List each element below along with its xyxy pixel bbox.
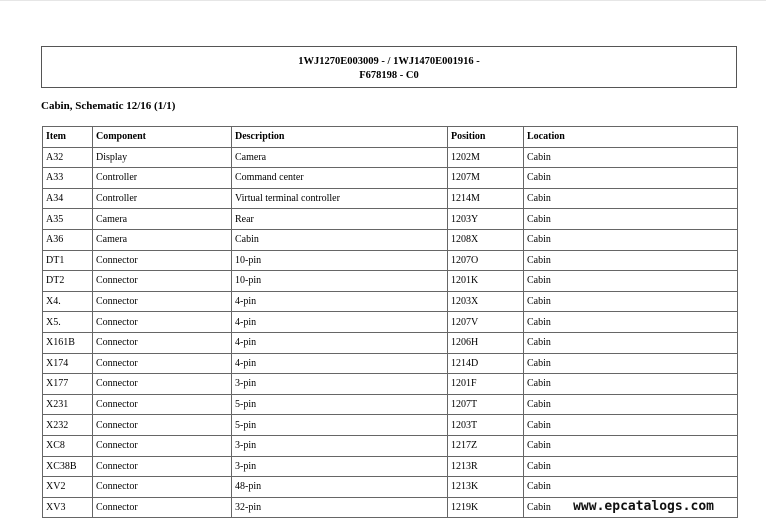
table-row [43,435,738,456]
column-header-component: Component [93,127,232,148]
section-title: Cabin, Schematic 12/16 (1/1) [41,100,176,112]
cell-item: XC8 [43,435,93,456]
cell-item: X177 [43,374,93,395]
cell-item: A35 [43,209,93,230]
column-header-item: Item [43,127,93,148]
top-divider [0,0,766,1]
table-row [43,168,738,189]
header-box [41,46,737,88]
cell-item: XV3 [43,497,93,518]
cell-position: 1203Y [448,209,524,230]
cell-description: 3-pin [232,456,448,477]
cell-item: DT1 [43,250,93,271]
cell-component: Connector [93,312,232,333]
table-row [43,291,738,312]
cell-description: Cabin [232,229,448,250]
header-part-number: F678198 - C0 [359,70,419,81]
cell-location: Cabin [524,374,738,395]
cell-location: Cabin [524,456,738,477]
parts-table [42,126,738,518]
cell-location: Cabin [524,497,738,518]
cell-position: 1207V [448,312,524,333]
table-row [43,374,738,395]
cell-component: Camera [93,209,232,230]
cell-position: 1201F [448,374,524,395]
cell-item: X161B [43,332,93,353]
cell-description: Virtual terminal controller [232,188,448,209]
cell-location: Cabin [524,291,738,312]
cell-item: A33 [43,168,93,189]
cell-description: 3-pin [232,435,448,456]
cell-location: Cabin [524,250,738,271]
cell-description: 48-pin [232,477,448,498]
cell-location: Cabin [524,168,738,189]
cell-component: Connector [93,394,232,415]
header-serial-range: 1WJ1270E003009 - / 1WJ1470E001916 - [298,56,480,67]
cell-description: 10-pin [232,250,448,271]
cell-description: Command center [232,168,448,189]
cell-location: Cabin [524,477,738,498]
table-row [43,415,738,436]
table-row [43,477,738,498]
cell-item: XC38B [43,456,93,477]
column-header-description: Description [232,127,448,148]
cell-component: Connector [93,332,232,353]
cell-component: Connector [93,497,232,518]
cell-position: 1207M [448,168,524,189]
table-body [43,147,738,518]
cell-description: 10-pin [232,271,448,292]
table-row [43,394,738,415]
cell-description: 32-pin [232,497,448,518]
cell-item: X4. [43,291,93,312]
column-header-location: Location [524,127,738,148]
cell-component: Connector [93,374,232,395]
table-row [43,271,738,292]
cell-location: Cabin [524,271,738,292]
cell-location: Cabin [524,147,738,168]
cell-component: Display [93,147,232,168]
cell-location: Cabin [524,312,738,333]
cell-position: 1203T [448,415,524,436]
cell-description: 4-pin [232,312,448,333]
cell-component: Controller [93,188,232,209]
cell-position: 1202M [448,147,524,168]
cell-item: X232 [43,415,93,436]
cell-position: 1217Z [448,435,524,456]
cell-position: 1219K [448,497,524,518]
table-row [43,209,738,230]
cell-location: Cabin [524,435,738,456]
cell-description: 4-pin [232,353,448,374]
cell-component: Connector [93,250,232,271]
table-row [43,250,738,271]
cell-position: 1214M [448,188,524,209]
cell-location: Cabin [524,188,738,209]
cell-location: Cabin [524,353,738,374]
cell-location: Cabin [524,415,738,436]
cell-location: Cabin [524,332,738,353]
cell-item: XV2 [43,477,93,498]
table-row [43,229,738,250]
cell-position: 1201K [448,271,524,292]
cell-item: A34 [43,188,93,209]
cell-description: 5-pin [232,415,448,436]
cell-component: Camera [93,229,232,250]
cell-position: 1213R [448,456,524,477]
cell-component: Connector [93,456,232,477]
cell-item: X5. [43,312,93,333]
cell-item: X231 [43,394,93,415]
cell-description: 4-pin [232,332,448,353]
cell-position: 1214D [448,353,524,374]
table-header-row [43,127,738,148]
table-row [43,456,738,477]
table-row [43,147,738,168]
cell-position: 1207O [448,250,524,271]
cell-component: Connector [93,291,232,312]
table-row [43,353,738,374]
table-row [43,188,738,209]
cell-description: 5-pin [232,394,448,415]
column-header-position: Position [448,127,524,148]
watermark-text: www.epcatalogs.com [573,499,714,514]
cell-item: DT2 [43,271,93,292]
cell-component: Connector [93,415,232,436]
cell-location: Cabin [524,229,738,250]
cell-component: Connector [93,271,232,292]
cell-item: X174 [43,353,93,374]
cell-location: Cabin [524,394,738,415]
cell-description: 4-pin [232,291,448,312]
cell-description: Camera [232,147,448,168]
cell-item: A36 [43,229,93,250]
cell-position: 1213K [448,477,524,498]
cell-position: 1207T [448,394,524,415]
cell-location: Cabin [524,209,738,230]
cell-component: Connector [93,353,232,374]
table-row [43,332,738,353]
cell-position: 1206H [448,332,524,353]
cell-item: A32 [43,147,93,168]
cell-description: Rear [232,209,448,230]
table-row [43,312,738,333]
cell-position: 1208X [448,229,524,250]
cell-component: Controller [93,168,232,189]
cell-position: 1203X [448,291,524,312]
cell-component: Connector [93,477,232,498]
cell-description: 3-pin [232,374,448,395]
cell-component: Connector [93,435,232,456]
